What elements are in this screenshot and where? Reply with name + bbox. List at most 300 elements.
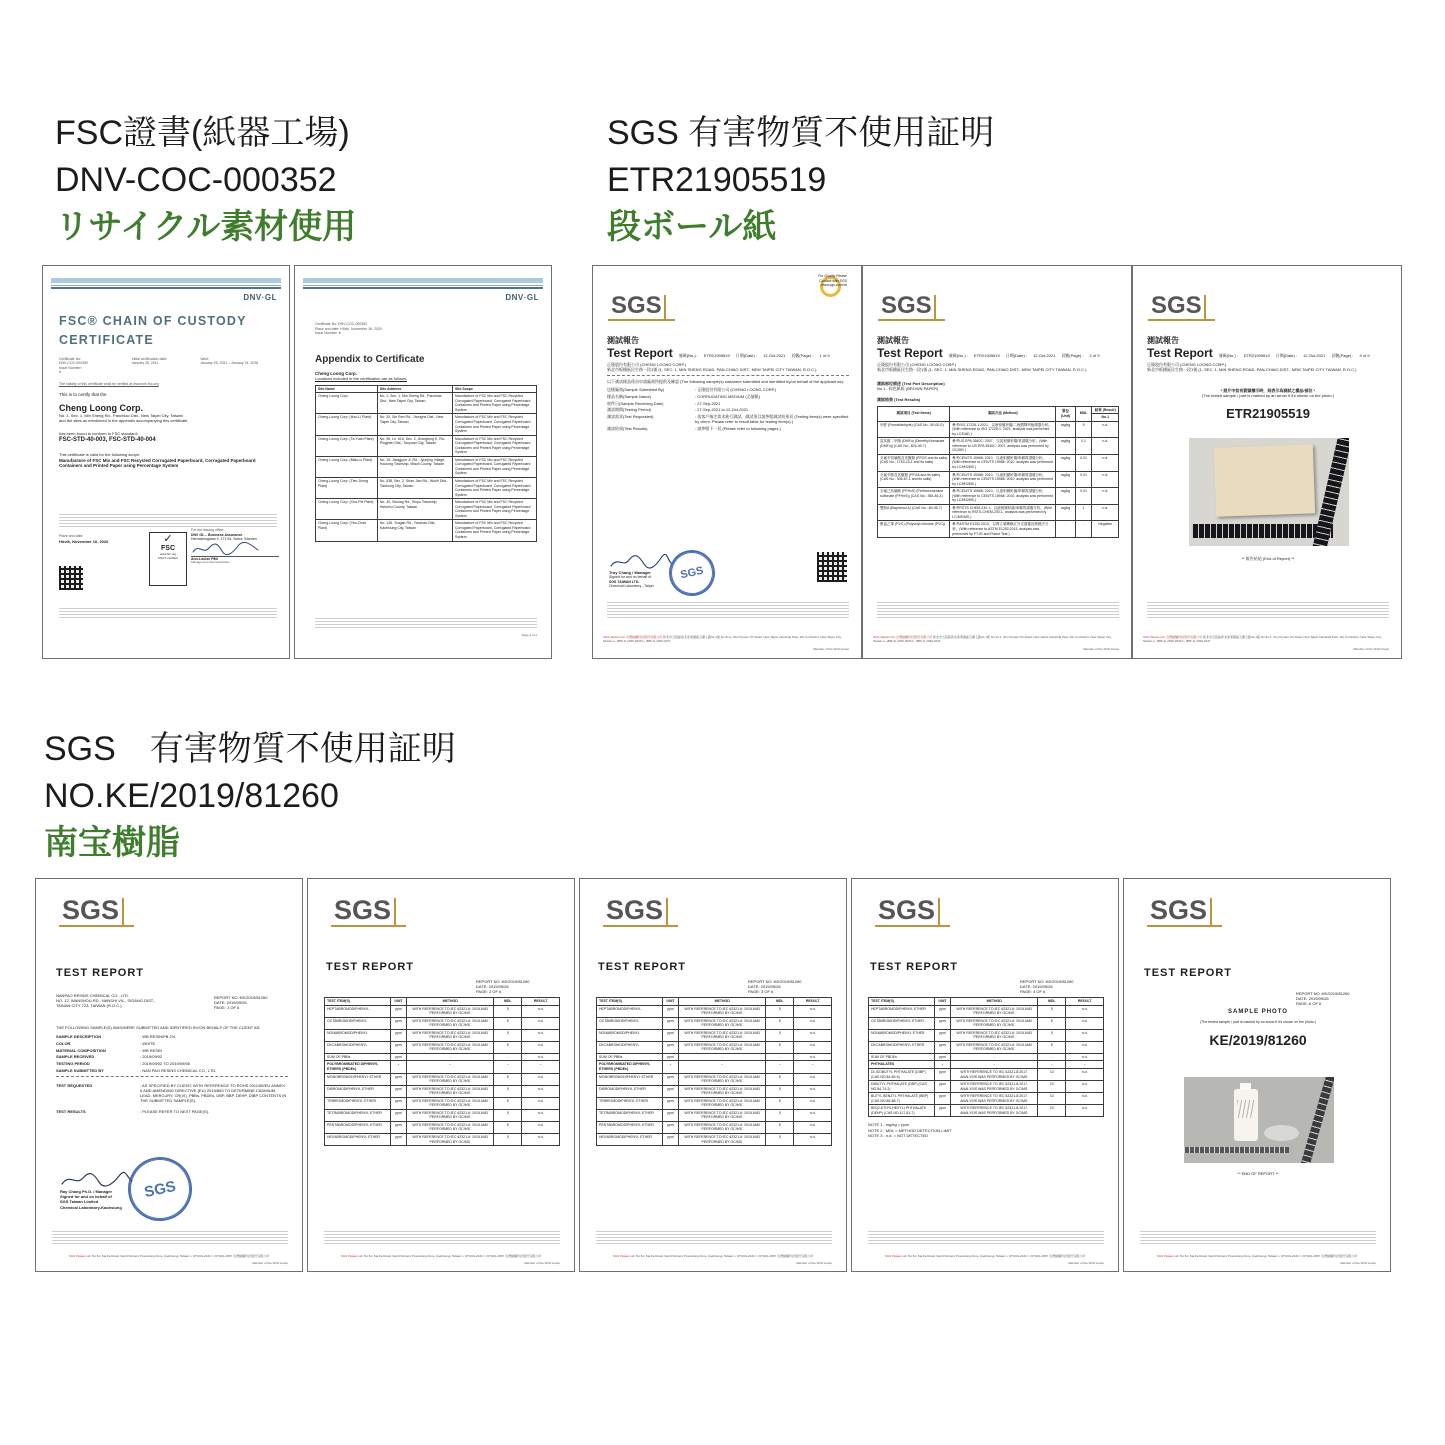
result-row — [878, 454, 1119, 471]
unit-cell: ppm — [662, 1121, 678, 1133]
method-cell: 參考RSTS-CHEM-230-1，以液相層析儀/串聯質譜儀分析。(With reference to RSTS-CHEM-230-1, analysis was performed by LC/MS/MS.) — [950, 504, 1056, 521]
method-cell: - — [407, 1053, 494, 1061]
test-item-cell: PHTHALATES — [869, 1061, 935, 1069]
sample-fields — [607, 387, 849, 431]
mdl-cell: 10 — [1038, 1081, 1066, 1093]
test-item-cell: TRIBROMODIPHENYL ETHER — [325, 1097, 391, 1109]
mdl-cell: 5 — [766, 1134, 794, 1146]
result-cell: n.d. — [522, 1073, 560, 1085]
col-site-scope: Site Scope — [453, 385, 537, 393]
result-cell: n.d. — [522, 1041, 560, 1053]
result-row — [325, 1029, 560, 1041]
unit-cell: mg/kg — [1056, 454, 1075, 471]
sgs-stamp: SGS — [122, 1151, 198, 1227]
field-label: 測試需求(Test Requested) — [607, 413, 654, 419]
report-title-en: Test Report — [607, 345, 673, 360]
mdl-cell: 10 — [1038, 1069, 1066, 1081]
test-item-cell: DECABROMODIPHENYL — [597, 1041, 663, 1053]
site-address-cell: No. 96, Ln. 616, Sec. 2, Jhongfong E. Rd., Pingjhen Dist., Taoyuan City, Taiwan — [377, 435, 452, 456]
mdl-cell: 1 — [1075, 504, 1092, 521]
divider — [607, 375, 849, 376]
result-row — [325, 1005, 560, 1017]
header-band — [51, 278, 281, 283]
site-scope-cell: Manufacture of FSC Mix and FSC Recycled Corrugated Paperboard, Corrugated Paperboard Containers and Printed Paper using Percentage System — [453, 520, 537, 541]
site-name-cell: Cheng Loong Corp. (Chu-Pei Plant) — [316, 499, 378, 520]
report-header: 測試報告 Test Report 號碼(No.) : ETR21905519 日期(Date) : 12-Oct-2021 頁數(Page) : 2 of 9 正隆股份有限公司 (CHENG LOONG CORP.) 新北市板橋區民生路一段1號 (1, SEC. 1, MIN SHENG ROAD, PAN-CHIAO DIST., NEW TAIPEI CITY TAIWAN, R.O.C.) 測試部位描述 (Test Part Description) No.1 : 棕色紙板 (BROWN PAPER) 測試結果 (Test Results) 測試項目 (Test Items) 測試方法 (Method) 單位 (Unit) MDL 結果 (Result) No.1 甲醛 (Formaldehyde) (CAS No.: 50-00-0) 參考ISO 17226-1:2021，以液相層析儀/二極體陣列檢測器分析。(With reference to ISO 17226-1: 2021, analysis was performed by LC/DAD.) mg/kg 5 n.d. 富馬酸二甲酯 (DMFu) (Dimethyl fumarate (DMFu)) (CAS No.: 624-49-7) 參考US EPA 3540C: 2007，以氣相層析儀/質譜儀分析。(With reference to US EPA 3540C: 2007, analysis was performed by GC/MS.) mg/kg 0.1 n.d. 全氟辛烷磺酸及其鹽類 (PFOS and its salts) (CAS No.: 1763-23-1 and its salts) 參考CEN/TS 15968: 2010，以液相層析儀/串聯質譜儀分析。(With reference to CEN/TS 15968: 2010, analysis was performed by LC/MS/MS.) mg/kg 0.01 n.d. 全氟辛酸及其鹽類 (PFOA and its salts) (CAS No.: 335-67-1 and its salts) 參考CEN/TS 15968: 2010，以液相層析儀/串聯質譜儀分析。(With reference to CEN/TS 15968: 2010, analysis was performed by LC/MS/MS.) mg/kg 0.01 n.d. 全氟己烷磺酸 (PFHxS) (Perfluorohexane sulfonate (PFHxS)) (CAS No.: 355-46-4) 參考CEN/TS 15968: 2010，以液相層析儀/串聯質譜儀分析。(With reference to CEN/TS 15968: 2010, analysis was performed by LC/MS/MS.) mg/kg 0.01 n.d. 雙酚A (Bisphenol A) (CAS No.: 80-05-7) 參考RSTS-CHEM-230-1，以液相層析儀/串聯質譜儀分析。(With reference to RSTS-CHEM-230-1, analysis was performed by LC/MS/MS.) mg/kg 1 n.d. 聚氯乙烯 (PVC) (Polyvinyl chloride (PVC)) 參考ASTM E1252:2013，以傅立葉轉換紅外光譜儀及燃燒法分析。(With reference to ASTM E1252:2013, analysis was performed by FT-IR and Flame Test.) - - Negative — [877, 336, 1119, 538]
member-line: Member of the SGS Group — [524, 1261, 560, 1266]
method-cell: 參考ASTM E1252:2013，以傅立葉轉換紅外光譜儀及燃燒法分析。(With reference to ASTM E1252:2013, analysis was performed by FT-IR and Flame Test.) — [950, 521, 1056, 538]
result-cell: n.d. — [794, 1121, 832, 1133]
report-title-cn: 測試報告 — [1147, 336, 1179, 345]
test-item-cell: DECABROMODIPHENYL — [325, 1041, 391, 1053]
field-label: TESTING PERIOD — [56, 1060, 90, 1066]
appendix-row — [316, 499, 537, 520]
part-description: No.1 : 棕色紙板 (BROWN PAPER) — [877, 386, 939, 392]
report-page: PAGE: 4 OF 6 — [1020, 989, 1046, 995]
method-cell: - — [407, 1061, 494, 1073]
heading-etr — [607, 110, 994, 251]
field-value: : WB RESIN/PB 2% — [140, 1034, 176, 1040]
result-cell: n.d. — [1092, 504, 1119, 521]
result-row — [869, 1053, 1104, 1061]
fsc-logo — [149, 532, 187, 586]
footer-address: SGS Taiwan Ltd. No.61, Kai-Fa Road, Nanzih Export Processing Zone, Kaohsiung, Taiwan t- (07)301-2121 f- (07)301-2867 台灣檢驗科技股份有限公司 — [884, 1254, 1086, 1259]
col-test-items: 測試項目 (Test Items) — [878, 406, 950, 421]
method-cell: WITH REFERENCE TO IEC 62321-6: 2015 AND PERFORMED BY GC/MS. — [679, 1029, 766, 1041]
report-header — [607, 336, 849, 432]
sgs-logo: SGS — [611, 292, 662, 319]
method-cell: WITH REFERENCE TO IEC 62321-6: 2015 AND PERFORMED BY GC/MS. — [407, 1085, 494, 1097]
method-cell: WITH REFERENCE TO IEC 62321-6: 2015 AND PERFORMED BY GC/MS. — [407, 1073, 494, 1085]
signer-name: Ray Chang Ph.D. / Manager — [60, 1189, 113, 1194]
unit-cell: ppm — [390, 1005, 406, 1017]
client-name: 正隆股份有限公司 (CHENG LOONG CORP.) — [877, 361, 957, 367]
result-cell: n.d. — [794, 1005, 832, 1017]
result-row — [325, 1097, 560, 1109]
member-line: Member of the SGS Group — [1068, 1261, 1104, 1266]
result-row — [325, 1134, 560, 1146]
result-cell: n.d. — [522, 1029, 560, 1041]
field-label: COLOR — [56, 1040, 71, 1046]
site-name-cell: Cheng Loong Corp. (Hou-Li Plant) — [316, 414, 378, 435]
field-value: : 2019/09/02 — [140, 1054, 163, 1060]
client-name: 正隆股份有限公司 (CHENG LOONG CORP.) — [1147, 361, 1227, 367]
field-row — [56, 1034, 288, 1039]
test-item-cell: NONABROMODIPHENYL ETHER — [869, 1029, 935, 1041]
mdl-cell: - — [1075, 521, 1092, 538]
result-cell: Negative — [1092, 521, 1119, 538]
result-row — [869, 1017, 1104, 1029]
unit-cell: ppm — [390, 1109, 406, 1121]
method-cell: WITH REFERENCE TO IEC 62321-6: 2015 AND PERFORMED BY GC/MS. — [679, 1121, 766, 1133]
appendix-note: Locations included in the certification are as follows: — [315, 376, 408, 382]
footer-fine-print — [315, 618, 537, 630]
meta-certno: Certificate No: DNV-COC-000352 Issue Number: 6 — [59, 356, 88, 375]
appendix-table — [315, 385, 537, 542]
test-item-cell: TETRABROMODIPHENYL ETHER — [597, 1109, 663, 1121]
certificate-title — [59, 312, 277, 350]
test-item-cell: PENTABROMODIPHENYL ETHER — [325, 1121, 391, 1133]
result-row — [869, 1029, 1104, 1041]
appendix-meta2: Place and date: Hövik, November 16, 2020 — [315, 326, 382, 331]
col-method: METHOD — [407, 998, 494, 1006]
mdl-cell: - — [494, 1061, 522, 1073]
method-cell: WITH REFERENCE TO IEC 62321-6: 2015 AND PERFORMED BY GC/MS. — [407, 1017, 494, 1029]
sgs-logo: SGS — [606, 895, 664, 925]
sample-dish — [1264, 1125, 1299, 1141]
field-value: : 請參閱下一頁 (Please refer to following pages.) — [695, 425, 781, 431]
unit-cell: mg/kg — [1056, 504, 1075, 521]
sample-info — [56, 1025, 288, 1115]
site-address-cell: No. 1, Sec. 1, Min Sheng Rd., Panchiao Dist., New Taipei City, Taiwan — [377, 393, 452, 414]
standards: FSC-STD-40-003, FSC-STD-40-004 — [59, 436, 156, 443]
heading-ke-title: SGS 有害物質不使用証明 — [44, 730, 456, 768]
appendix-table-header — [316, 385, 537, 393]
sgs-contact: For Quality Please Contact with SGS www.sgs.com.tw — [818, 274, 847, 288]
etr-report-page2 — [862, 265, 1132, 659]
results-rows — [878, 421, 1119, 537]
unit-cell: mg/kg — [1056, 421, 1075, 438]
test-item-cell: DIBROMODIPHENYL ETHER — [597, 1085, 663, 1097]
result-cell: n.d. — [522, 1005, 560, 1017]
field-label: 測試結果(Test Results) — [607, 425, 648, 431]
field-label: 送樣廠商(Sample Submitted By) — [607, 387, 665, 393]
site-scope-cell: Manufacture of FSC Mix and FSC Recycled Corrugated Paperboard, Corrugated Paperboard Containers and Printed Paper using Percentage System — [453, 393, 537, 414]
test-requested-row — [56, 1083, 288, 1104]
appendix-meta3: Issue Number: 6 — [315, 331, 341, 336]
results-table — [877, 406, 1119, 539]
method-cell: WITH REFERENCE TO IEC 62321-8:2017. ANALYSIS WAS PERFORMED BY GC/MS. — [951, 1081, 1038, 1093]
report-title-cn: 測試報告 — [607, 336, 639, 345]
unit-cell: ppm — [662, 1005, 678, 1017]
photo-note-en: (The tested sample / part is marked by an arrow if it's shown on the photo.) — [1201, 393, 1335, 399]
method-cell: WITH REFERENCE TO IEC 62321-6: 2015 AND PERFORMED BY GC/MS. — [407, 1041, 494, 1053]
qr-code — [59, 566, 83, 590]
result-cell: - — [1066, 1061, 1104, 1069]
place-date: Place and date: Hövik, November 16, 2020 — [59, 534, 109, 544]
method-cell: WITH REFERENCE TO IEC 62321-6: 2015 AND PERFORMED BY GC/MS. — [679, 1109, 766, 1121]
unit-cell: mg/kg — [1056, 438, 1075, 455]
result-cell: n.d. — [1092, 471, 1119, 488]
results-table — [868, 997, 1104, 1117]
table-wrap — [324, 997, 560, 1146]
result-row — [878, 438, 1119, 455]
method-cell: WITH REFERENCE TO IEC 62321-6: 2015 AND PERFORMED BY GC/MS. — [407, 1109, 494, 1121]
appendix-row — [316, 393, 537, 414]
method-cell: WITH REFERENCE TO IEC 62321-6: 2015 AND PERFORMED BY GC/MS. — [407, 1005, 494, 1017]
results-rows — [869, 1005, 1104, 1117]
notes-block — [868, 1122, 1104, 1138]
result-cell: n.d. — [1066, 1029, 1104, 1041]
test-item-cell: HEXABROMODIPHENYL ETHER — [325, 1134, 391, 1146]
unit-cell: - — [390, 1061, 406, 1073]
unit-cell: ppm — [390, 1085, 406, 1097]
end-of-report: ** 報告結尾 (End of Report) ** — [1241, 556, 1295, 561]
signer-title: Management Representative — [191, 560, 230, 565]
test-item-cell: MONOBROMODIPHENYL ETHER — [325, 1073, 391, 1085]
test-item-cell: SUM OF PBBs — [597, 1053, 663, 1061]
unit-cell: ppm — [934, 1093, 950, 1105]
site-name-cell: Cheng Loong Corp. (Miao-Li Plant) — [316, 456, 378, 477]
result-row — [869, 1069, 1104, 1081]
col-test-item: TEST ITEM(S) — [325, 998, 391, 1006]
col-site-name: Site Name — [316, 385, 378, 393]
footer-address: SGS Taiwan Ltd. No.61, Kai-Fa Road, Nanzih Export Processing Zone, Kaohsiung, Taiwan t- (07)301-2121 f- (07)301-2867 台灣檢驗科技股份有限公司 — [1156, 1254, 1358, 1259]
sample-photo — [1184, 1077, 1334, 1163]
member-line: Member of the SGS Group — [796, 1261, 832, 1266]
appendix-row — [316, 477, 537, 498]
mdl-cell: 5 — [494, 1041, 522, 1053]
mdl-cell: 5 — [494, 1029, 522, 1041]
test-item-cell: MONOBROMODIPHENYL ETHER — [597, 1073, 663, 1085]
result-cell: n.d. — [1092, 438, 1119, 455]
issuer-signature — [191, 542, 261, 556]
mdl-cell: 5 — [766, 1017, 794, 1029]
field-row — [56, 1054, 288, 1059]
result-row — [325, 1053, 560, 1061]
report-date-label: 日期(Date) : — [735, 352, 758, 358]
method-cell: WITH REFERENCE TO IEC 62321-6: 2015 AND PERFORMED BY GC/MS. — [679, 1085, 766, 1097]
unit-cell: ppm — [390, 1029, 406, 1041]
header-band — [303, 278, 543, 283]
test-item-cell: SUM OF PBBs — [325, 1053, 391, 1061]
fsc-logo-url: www.fsc.org — [159, 551, 177, 556]
appendix-row — [316, 456, 537, 477]
result-row — [597, 1073, 832, 1085]
results-rows — [597, 1005, 832, 1146]
disclaimer-placeholder — [596, 1231, 832, 1245]
col-unit: 單位 (Unit) — [1056, 406, 1075, 421]
sgs-logo: SGS — [1150, 895, 1208, 925]
header-band-line — [303, 285, 543, 286]
mdl-cell: - — [1038, 1061, 1066, 1069]
result-row — [878, 521, 1119, 538]
result-row — [325, 1061, 560, 1073]
unit-cell: - — [662, 1061, 678, 1073]
report-page: PAGE: 2 OF 6 — [476, 989, 502, 995]
mdl-cell: 5 — [494, 1134, 522, 1146]
site-name-cell: Cheng Loong Corp. (Yan-Chao Plant) — [316, 520, 378, 541]
report-meta: REPORT NO.:KE/2019/81260 DATE: 2019/09/26 PAGE: 4 OF 6 — [1020, 979, 1074, 995]
field-value: : 依客戶指定需求進行測試，測試項目請參閱測試結果頁 (Testing item(s) were specified by client. Please refer to result table for testing item(s).) — [695, 413, 849, 425]
site-scope-cell: Manufacture of FSC Mix and FSC Recycled Corrugated Paperboard, Corrugated Paperboard Containers and Printed Paper using Percentage System — [453, 435, 537, 456]
field-value: : CORRUGATING MEDIUM (芯層紙) — [695, 393, 761, 399]
report-meta: REPORT NO.:KE/2019/81260 DATE: 2019/09/26 PAGE: 6 OF 6 — [1296, 991, 1350, 1007]
field-row — [607, 426, 849, 431]
heading-ke — [44, 726, 456, 867]
test-item-cell: HEXABROMODIPHENYL ETHER — [597, 1134, 663, 1146]
ruler-right — [1311, 438, 1349, 546]
result-row — [325, 1085, 560, 1097]
fsc-appendix-page — [294, 265, 552, 659]
mdl-cell: 10 — [1038, 1105, 1066, 1117]
method-cell: - — [951, 1053, 1038, 1061]
col-site-address: Site Address — [377, 385, 452, 393]
unit-cell: ppm — [390, 1134, 406, 1146]
unit-cell: ppm — [662, 1097, 678, 1109]
mdl-cell: - — [494, 1053, 522, 1061]
sgs-stamp: SGS — [665, 546, 720, 601]
table-wrap — [868, 997, 1104, 1138]
result-cell: n.d. — [1092, 454, 1119, 471]
method-cell: WITH REFERENCE TO IEC 62321-6: 2015 AND PERFORMED BY GC/MS. — [407, 1097, 494, 1109]
intro-line: 以下測試樣品係由申請廠商所提供及確認 (The following sample(s) was/were submitted and identified by/on behalf of the applicant as): — [607, 378, 844, 384]
report-title: TEST REPORT — [1144, 967, 1233, 979]
method-cell: WITH REFERENCE TO IEC 62321-6: 2015 AND PERFORMED BY GC/MS. — [679, 1017, 766, 1029]
result-cell: - — [794, 1061, 832, 1073]
unit-cell: ppm — [934, 1017, 950, 1029]
unit-cell: - — [1056, 521, 1075, 538]
col-result: 結果 (Result) — [1092, 406, 1119, 414]
field-label: SAMPLE RECEIVED — [56, 1054, 95, 1060]
conform-line: has been found to conform to FSC standard: — [59, 431, 138, 437]
fsc-logo-cert: FSC® certified — [158, 555, 178, 560]
method-cell: WITH REFERENCE TO IEC 62321-6: 2015 AND PERFORMED BY GC/MS. — [951, 1029, 1038, 1041]
method-cell: WITH REFERENCE TO IEC 62321-6: 2015 AND PERFORMED BY GC/MS. — [679, 1073, 766, 1085]
result-cell: n.d. — [522, 1085, 560, 1097]
mdl-cell: 5 — [494, 1005, 522, 1017]
result-cell: n.d. — [794, 1053, 832, 1061]
site-scope-cell: Manufacture of FSC Mix and FSC Recycled Corrugated Paperboard, Corrugated Paperboard Containers and Printed Paper using Percentage System — [453, 414, 537, 435]
field-label: SAMPLE SUBMITTED BY — [56, 1067, 104, 1073]
result-row — [878, 504, 1119, 521]
photo-block — [1140, 1009, 1376, 1048]
result-cell: n.d. — [522, 1121, 560, 1133]
test-item-cell: DIBROMODIPHENYL ETHER — [325, 1085, 391, 1097]
appendix-meta1: Certificate No: DNV-COC-000352 — [315, 322, 368, 326]
test-item-cell: POLYBROMINATED DIPHENYL ETHERS (PBDEs) — [597, 1061, 663, 1073]
site-address-cell: No. 20, Sin Ren Rd., Jhonghe Dist., New Taipei City, Taiwan — [377, 414, 452, 435]
mdl-cell: 5 — [494, 1097, 522, 1109]
appendix-title: Appendix to Certificate — [315, 353, 425, 365]
appendix-company: Cheng Loong Corp. — [315, 370, 357, 376]
unit-cell: ppm — [390, 1041, 406, 1053]
result-row — [597, 1097, 832, 1109]
col-result-no1: No.1 — [1092, 414, 1119, 422]
result-cell: n.d. — [794, 1017, 832, 1029]
result-row — [325, 1121, 560, 1133]
footer-address: SGS Taiwan Ltd. 台灣檢驗科技股份有限公司 新北市五股區新北產業園區五權七路31-1號 No.31-1, Wu Chyuan 7th Road, New Taipei Industrial Park, Wu Ku District, New Taipei City, Taiwan t+ (886-2) 2299-3939 f+ (886-2) 2299-3237 — [1143, 635, 1382, 644]
field-row — [607, 407, 849, 412]
col-result: RESULT — [522, 998, 560, 1006]
method-cell: WITH REFERENCE TO IEC 62321-6: 2015 AND PERFORMED BY GC/MS. — [951, 1005, 1038, 1017]
unit-cell: mg/kg — [1056, 488, 1075, 505]
results-header: TEST ITEM(S) UNIT METHOD MDL RESULT — [597, 998, 832, 1006]
test-item-cell: 甲醛 (Formaldehyde) (CAS No.: 50-00-0) — [878, 421, 950, 438]
method-cell: WITH REFERENCE TO IEC 62321-8:2017. ANALYSIS WAS PERFORMED BY GC/MS. — [951, 1069, 1038, 1081]
field-row — [56, 1048, 288, 1053]
unit-cell: ppm — [390, 1073, 406, 1085]
note-line: NOTE 2 : MDL = METHOD DETECTION LIMIT — [868, 1127, 952, 1133]
disclaimer-placeholder — [877, 602, 1119, 618]
report-page: PAGE: 1 OF 6 — [214, 1005, 240, 1011]
appendix-row — [316, 520, 537, 541]
mdl-cell: 0.01 — [1075, 454, 1092, 471]
unit-cell: ppm — [390, 1053, 406, 1061]
method-cell: 參考CEN/TS 15968: 2010，以液相層析儀/串聯質譜儀分析。(With reference to CEN/TS 15968: 2010, analysis was performed by LC/MS/MS.) — [950, 488, 1056, 505]
mdl-cell: 0.01 — [1075, 488, 1092, 505]
method-cell: WITH REFERENCE TO IEC 62321-6: 2015 AND PERFORMED BY GC/MS. — [679, 1134, 766, 1146]
company-address2: and the sites as mentioned in the appendix accompanying this certificate — [59, 418, 188, 424]
site-name-cell: Cheng Loong Corp. (Tien-Jhong Plant) — [316, 477, 378, 498]
result-cell: n.d. — [1092, 421, 1119, 438]
unit-cell: - — [934, 1061, 950, 1069]
test-item-cell: NONABROMODIPHENYL — [325, 1029, 391, 1041]
result-cell: n.d. — [1066, 1017, 1104, 1029]
test-item-cell: POLYBROMINATED DIPHENYL ETHERS (PBDEs) — [325, 1061, 391, 1073]
heading-fsc-note: リサイクル素材使用 — [55, 208, 357, 246]
fsc-logo-text: FSC — [161, 545, 175, 553]
field-value: : 正隆股份有限公司 (CHENG LOONG CORP.) — [695, 387, 777, 393]
sgs-logo: SGS — [62, 895, 120, 925]
mdl-cell: 5 — [766, 1073, 794, 1085]
ruler — [1298, 1077, 1334, 1163]
mdl-cell: 5 — [766, 1121, 794, 1133]
heading-etr-no: ETR21905519 — [607, 161, 827, 199]
mdl-cell: 5 — [766, 1097, 794, 1109]
unit-cell: ppm — [662, 1109, 678, 1121]
client-address: 新北市板橋區民生路一段1號 (1, SEC. 1, MIN SHENG ROAD, PAN-CHIAO DIST., NEW TAIPEI CITY TAIWAN, R.O.C.) — [607, 366, 817, 372]
ke-report-page3 — [579, 878, 847, 1272]
field-value: : WB RESIN — [140, 1047, 163, 1053]
field-value: : WHITE — [140, 1040, 156, 1046]
method-cell: WITH REFERENCE TO IEC 62321-8:2017. ANALYSIS WAS PERFORMED BY GC/MS. — [951, 1093, 1038, 1105]
method-cell: WITH REFERENCE TO IEC 62321-6: 2015 AND PERFORMED BY GC/MS. — [407, 1134, 494, 1146]
meta-valid: Valid: January 25, 2021 – January 24, 2026 — [200, 356, 259, 366]
sample-number: KE/2019/81260 — [1209, 1032, 1307, 1049]
test-item-cell: OCTABROMODIPHENYL — [597, 1017, 663, 1029]
unit-cell: ppm — [662, 1017, 678, 1029]
result-row — [597, 1121, 832, 1133]
mdl-cell: 10 — [1038, 1093, 1066, 1105]
result-cell: n.d. — [794, 1085, 832, 1097]
certificate-body — [59, 312, 277, 469]
method-cell: - — [679, 1053, 766, 1061]
signature-block: Ray Chang Ph.D. / Manager Signed for and on behalf of SGS Taiwan Limited Chemical Laboratory-Kaohsiung — [60, 1171, 180, 1210]
ruler-bottom — [1192, 524, 1333, 538]
footer-address: SGS Taiwan Ltd. No.61, Kai-Fa Road, Nanzih Export Processing Zone, Kaohsiung, Taiwan t- (07)301-2121 f- (07)301-2867 台灣檢驗科技股份有限公司 — [340, 1254, 542, 1259]
field-row — [56, 1061, 288, 1066]
result-row — [878, 488, 1119, 505]
fsc-check-icon: ✓ — [163, 533, 173, 545]
test-item-cell: SUM OF PBDEs — [869, 1053, 935, 1061]
company-address: No. 1, Sec. 1, Min Sheng Rd., Panchiao Dist., New Taipei City, Taiwan — [59, 413, 183, 419]
signature — [60, 1171, 134, 1189]
footer-fine-print — [59, 608, 277, 620]
disclaimer-placeholder — [1147, 602, 1389, 618]
mdl-cell: 0.01 — [1075, 471, 1092, 488]
unit-cell: ppm — [934, 1053, 950, 1061]
test-item-cell: HEPTABROMODIPHENYL — [597, 1005, 663, 1017]
test-item-cell: DI-ISOBUTYL PHTHALATE (DIBP) (CAS NO.84-69-5) — [869, 1069, 935, 1081]
mdl-cell: 5 — [766, 1005, 794, 1017]
member-line: Member of the SGS Group — [1353, 647, 1389, 652]
paper-sample — [1213, 444, 1315, 517]
method-cell: WITH REFERENCE TO IEC 62321-6: 2015 AND PERFORMED BY GC/MS. — [679, 1041, 766, 1053]
result-cell: n.d. — [1066, 1069, 1104, 1081]
signature-block: Troy Chang / Manager Signed for and on behalf of SGS TAIWAN LTD. Chemical Laboratory - Taipei — [609, 554, 739, 589]
report-page: PAGE: 6 OF 6 — [1296, 1001, 1322, 1007]
method-cell: - — [951, 1061, 1038, 1069]
test-item-cell: TETRABROMODIPHENYL ETHER — [325, 1109, 391, 1121]
result-cell: n.d. — [1066, 1005, 1104, 1017]
result-cell: n.d. — [794, 1041, 832, 1053]
heading-etr-title: SGS 有害物質不使用証明 — [607, 114, 995, 152]
result-cell: n.d. — [522, 1109, 560, 1121]
mdl-cell: 0.1 — [1075, 438, 1092, 455]
result-cell: n.d. — [1066, 1041, 1104, 1053]
result-cell: n.d. — [522, 1097, 560, 1109]
